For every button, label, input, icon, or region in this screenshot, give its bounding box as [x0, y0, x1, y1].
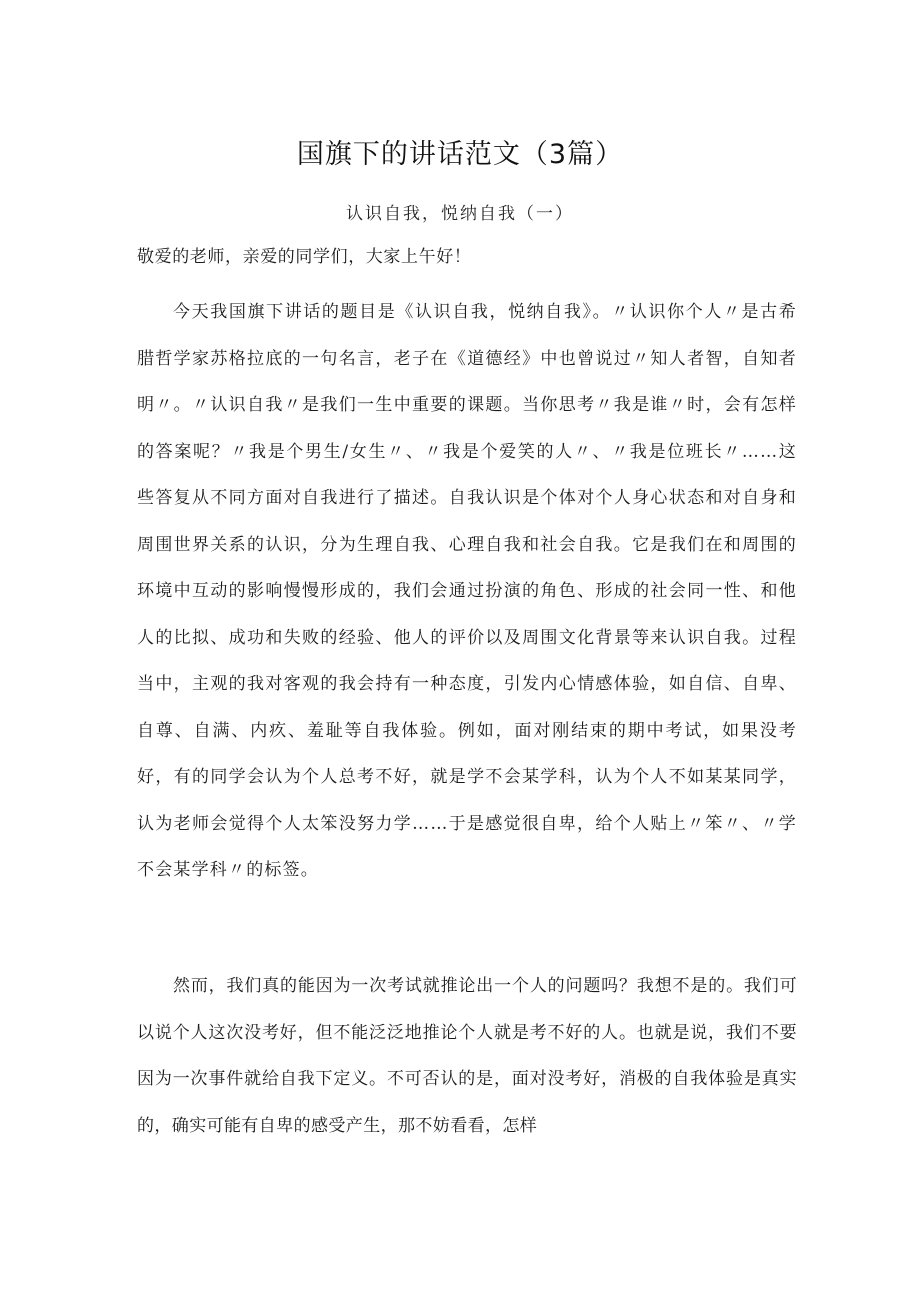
document-title: 国旗下的讲话范文（3篇）	[296, 139, 624, 170]
body-paragraph: 然而，我们真的能因为一次考试就推论出一个人的问题吗？我想不是的。我们可以说个人这次没考好，但不能泛泛地推论个人就是考不好的人。也就是说，我们不要因为一次事件就给自我下定义。不可否认的是，面对没考好，消极的自我体验是真实的，确实可能有自卑的感受产生，那不妨看看，怎样	[137, 976, 797, 1136]
section-subtitle: 认识自我，悦纳自我（一）	[346, 204, 574, 224]
greeting-line: 敬爱的老师，亲爱的同学们，大家上午好！	[137, 247, 472, 267]
body-paragraph: 今天我国旗下讲话的题目是《认识自我，悦纳自我》。〃认识你个人〃是古希腊哲学家苏格拉底的一句名言，老子在《道德经》中也曾说过〃知人者智，自知者明〃。〃认识自我〃是我们一生中重要的课题。当你思考〃我是谁〃时，会有怎样的答案呢？〃我是个男生/女生〃、〃我是个爱笑的人〃、〃我是位班长〃……这些答复从不同方面对自我进行了描述。自我认识是个体对个人身心状态和对自身和周围世界关系的认识，分为生理自我、心理自我和社会自我。它是我们在和周围的环境中互动的影响慢慢形成的，我们会通过扮演的角色、形成的社会同一性、和他人的比拟、成功和失败的经验、他人的评价以及周围文化背景等来认识自我。过程当中，主观的我对客观的我会持有一种态度，引发内心情感体验，如自信、自卑、自尊、自满、内疚、羞耻等自我体验。例如，面对刚结束的期中考试，如果没考好，有的同学会认为个人总考不好，就是学不会某学科，认为个人不如某某同学，认为老师会觉得个人太笨没努力学……于是感觉很自卑，给个人贴上〃笨〃、〃学不会某学科〃的标签。	[137, 302, 797, 880]
